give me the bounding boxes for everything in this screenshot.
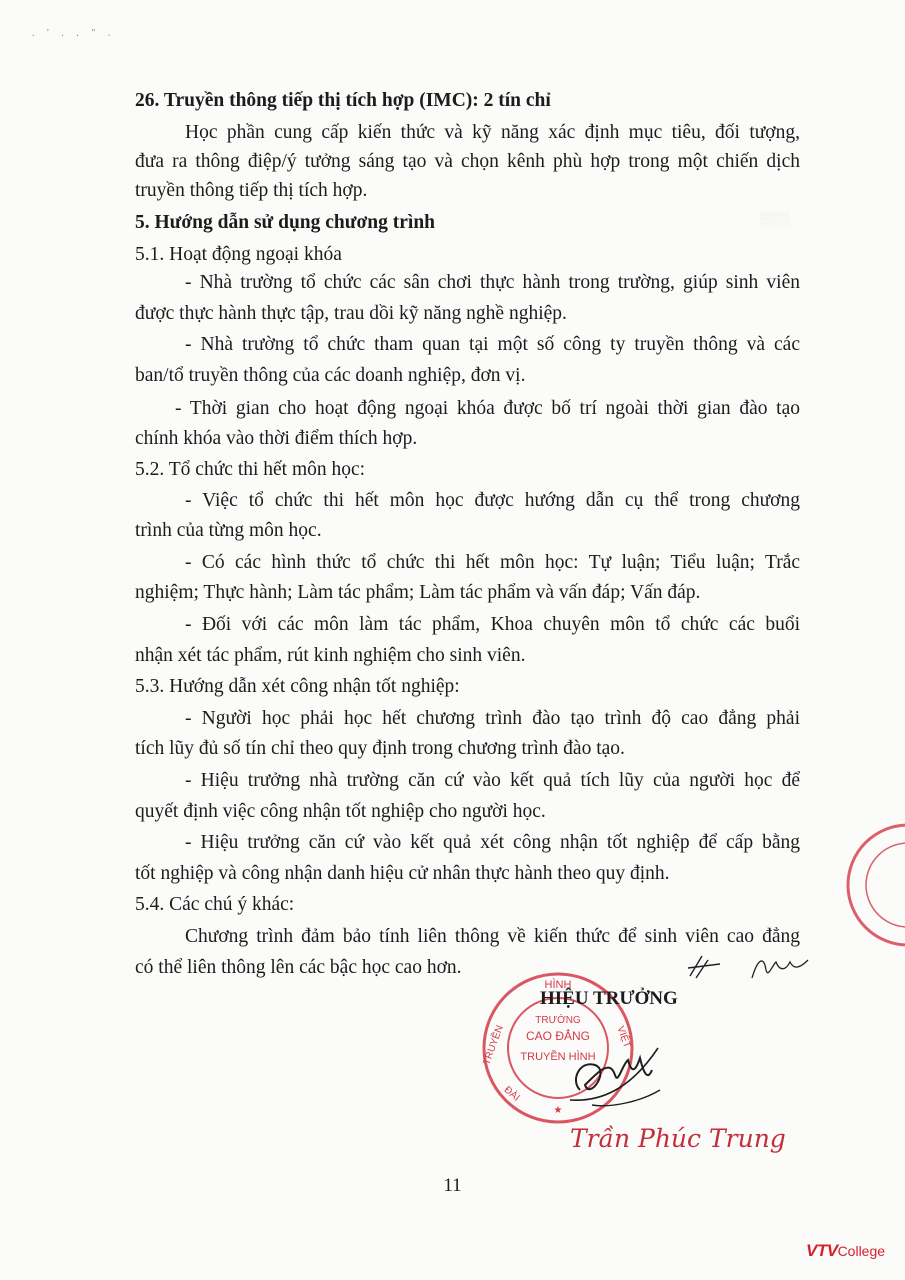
bleed-through: ▒▒▒ xyxy=(760,212,790,227)
svg-text:★: ★ xyxy=(553,1105,563,1116)
section-26-line-2: đưa ra thông điệp/ý tưởng sáng tạo và chọn kênh phù hợp trong một chiến dịch xyxy=(135,151,800,172)
s51-line-3: - Nhà trường tổ chức tham quan tại một số công ty truyền thông và các xyxy=(185,334,800,355)
signature-title: HIỆU TRƯỞNG xyxy=(540,988,678,1009)
s53-line-2: tích lũy đủ số tín chỉ theo quy định trong chương trình đào tạo. xyxy=(135,738,625,759)
s51-line-1: - Nhà trường tổ chức các sân chơi thực hành trong trường, giúp sinh viên xyxy=(185,272,800,293)
section-26-line-1: Học phần cung cấp kiến thức và kỹ năng xác định mục tiêu, đối tượng, xyxy=(185,122,800,143)
s52-line-5: - Đối với các môn làm tác phẩm, Khoa chuyên môn tổ chức các buổi xyxy=(185,614,800,635)
section-5-2-title: 5.2. Tổ chức thi hết môn học: xyxy=(135,459,366,480)
stamp-ring-left: TRUYỀN xyxy=(481,1023,506,1067)
s52-line-4: nghiệm; Thực hành; Làm tác phẩm; Làm tác phẩm và vấn đáp; Vấn đáp. xyxy=(135,582,701,603)
s53-line-3: - Hiệu trưởng nhà trường căn cứ vào kết quả tích lũy của người học để xyxy=(185,770,800,791)
section-5-4-title: 5.4. Các chú ý khác: xyxy=(135,894,295,915)
stamp-line-1: TRƯỜNG xyxy=(535,1015,581,1026)
section-26-title: 26. Truyền thông tiếp thị tích hợp (IMC): 2 tín chỉ xyxy=(135,90,551,111)
initials-signature xyxy=(680,948,840,988)
section-5-title: 5. Hướng dẫn sử dụng chương trình xyxy=(135,212,436,233)
s53-line-1: - Người học phải học hết chương trình đào tạo trình độ cao đẳng phải xyxy=(185,708,800,729)
s51-line-6: chính khóa vào thời điểm thích hợp. xyxy=(135,428,418,449)
s53-line-6: tốt nghiệp và công nhận danh hiệu cử nhân thực hành theo quy định. xyxy=(135,863,670,884)
logo-vtv: VTV xyxy=(806,1241,838,1260)
s54-line-2: có thể liên thông lên các bậc học cao hơn. xyxy=(135,957,462,978)
stamp-ring-bottom: ĐÀI xyxy=(501,1084,522,1104)
page-number: 11 xyxy=(443,1175,462,1196)
s51-line-5: - Thời gian cho hoạt động ngoại khóa được bố trí ngoài thời gian đào tạo xyxy=(175,398,800,419)
handwritten-signature xyxy=(540,1030,680,1120)
stamp-line-3: TRUYỀN HÌNH xyxy=(520,1051,596,1063)
s53-line-5: - Hiệu trưởng căn cứ vào kết quả xét công nhận tốt nghiệp để cấp bằng xyxy=(185,832,800,853)
s52-line-6: nhận xét tác phẩm, rút kinh nghiệm cho sinh viên. xyxy=(135,645,526,666)
signer-name: Trần Phúc Trung xyxy=(570,1124,786,1153)
s52-line-3: - Có các hình thức tổ chức thi hết môn học: Tự luận; Tiểu luận; Trắc xyxy=(185,552,800,573)
stamp-ring-right: VIỆT xyxy=(614,1024,633,1050)
s51-line-4: ban/tổ truyền thông của các doanh nghiệp, đơn vị. xyxy=(135,365,526,386)
vtv-college-logo xyxy=(806,1241,885,1261)
s54-line-1: Chương trình đảm bảo tính liên thông về kiến thức để sinh viên cao đẳng xyxy=(185,926,800,947)
edge-stamp-fragment xyxy=(828,820,905,950)
s53-line-4: quyết định việc công nhận tốt nghiệp cho người học. xyxy=(135,801,546,822)
section-5-1-title: 5.1. Hoạt động ngoại khóa xyxy=(135,244,342,265)
section-5-3-title: 5.3. Hướng dẫn xét công nhận tốt nghiệp: xyxy=(135,676,460,697)
s52-line-2: trình của từng môn học. xyxy=(135,520,322,541)
stamp-ring-top: HÌNH xyxy=(544,979,572,991)
stamp-line-2: CAO ĐẲNG xyxy=(525,1029,591,1043)
s52-line-1: - Việc tổ chức thi hết môn học được hướng dẫn cụ thể trong chương xyxy=(185,490,800,511)
s51-line-2: được thực hành thực tập, trau dồi kỹ năng nghề nghiệp. xyxy=(135,303,567,324)
section-26-line-3: truyền thông tiếp thị tích hợp. xyxy=(135,180,368,201)
logo-college: College xyxy=(837,1243,886,1259)
scan-specks: . ' . . " . xyxy=(32,28,116,39)
